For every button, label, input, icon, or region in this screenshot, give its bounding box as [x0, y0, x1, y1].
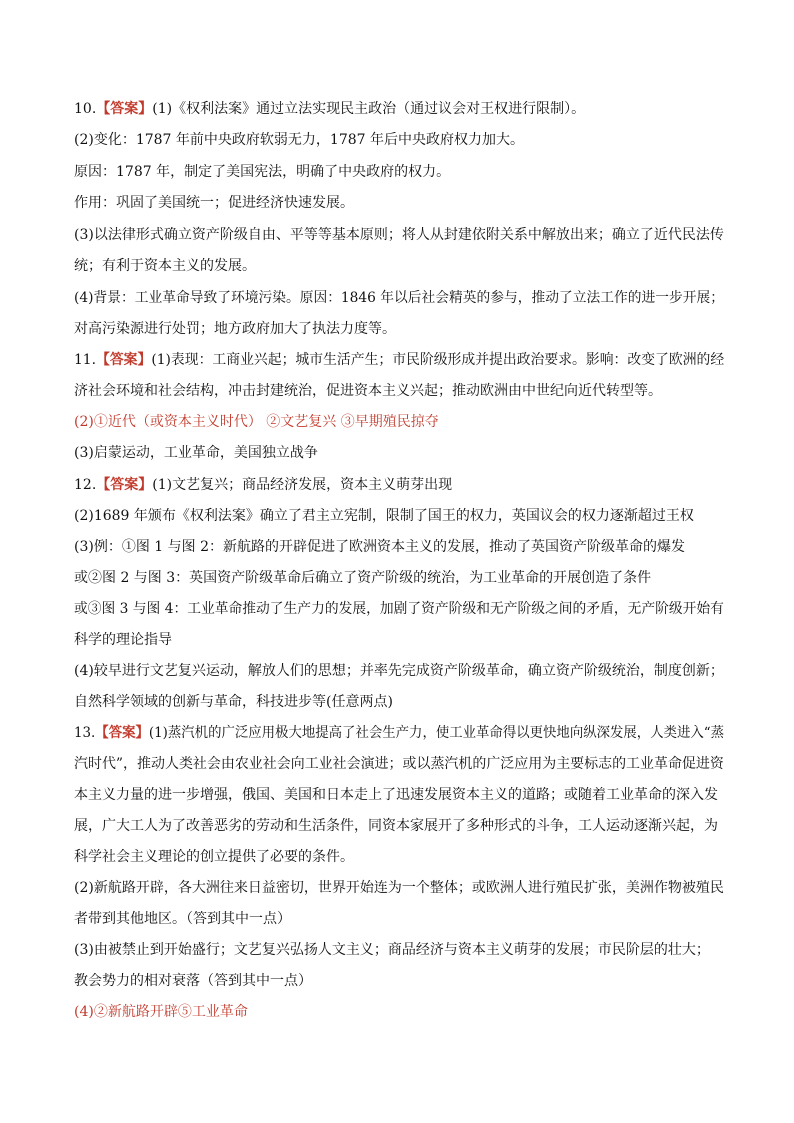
q11-number: 11. [74, 352, 96, 368]
q11-text-1: (1)表现：工商业兴起；城市生活产生；市民阶级形成并提出政治要求。影响：改变了欧洲的经 [151, 352, 725, 368]
q13-text-1: (1)蒸汽机的广泛应用极大地提高了社会生产力，使工业革命得以更快地向纵深发展，人类进入“蒸 [148, 725, 724, 741]
q13-line-9: 教会势力的相对衰落（答到其中一点） [74, 973, 312, 989]
q12-answer-tag: 【答案】 [96, 477, 153, 493]
q10-line-4: 作用：巩固了美国统一；促进经济快速发展。 [74, 195, 354, 211]
q10-line-6: 统；有利于资本主义的发展。 [74, 258, 256, 274]
q13-line-4: 展，广大工人为了改善恶劣的劳动和生活条件，同资本家展开了多种形式的斗争，工人运动逐渐兴起，为 [74, 818, 718, 834]
q13-line-5: 科学社会主义理论的创立提供了必要的条件。 [74, 849, 354, 865]
q10-line-1 [74, 99, 724, 119]
q13-line-2: 汽时代”，推动人类社会由农业社会向工业社会演进；或以蒸汽机的广泛应用为主要标志的工业革命促进资 [74, 756, 724, 772]
q10-answer-tag: 【答案】 [96, 101, 153, 117]
q13-answer-tag: 【答案】 [95, 725, 149, 741]
q10-line-7: (4)背景：工业革命导致了环境污染。原因：1846 年以后社会精英的参与，推动了立法工作的进一步开展； [74, 290, 725, 306]
q12-line-8: 自然科学领域的创新与革命，科技进步等(任意两点) [74, 694, 393, 710]
q12-line-3: (3)例：①图 1 与图 2：新航路的开辟促进了欧洲资本主义的发展，推动了英国资产阶级革命的爆发 [74, 539, 685, 555]
q13-line-1 [74, 723, 724, 743]
q13-line-6: (2)新航路开辟，各大洲往来日益密切，世界开始连为一个整体；或欧洲人进行殖民扩张，美洲作物被殖民 [74, 880, 724, 896]
q12-line-1 [74, 475, 724, 495]
q10-line-3: 原因：1787 年，制定了美国宪法，明确了中央政府的权力。 [74, 164, 451, 180]
q12-line-7: (4)较早进行文艺复兴运动，解放人们的思想；并率先完成资产阶级革命，确立资产阶级统治，制度创新； [74, 663, 724, 679]
q10-number: 10. [74, 101, 97, 117]
q12-number: 12. [74, 477, 97, 493]
q11-answer-tag: 【答案】 [95, 352, 152, 368]
q11-line-4: (3)启蒙运动，工业革命，美国独立战争 [74, 445, 318, 461]
q10-line-5: (3)以法律形式确立资产阶级自由、平等等基本原则；将人从封建依附关系中解放出来；确立了近代民法传 [74, 227, 724, 243]
q13-line-8: (3)由被禁止到开始盛行；文艺复兴弘扬人文主义；商品经济与资本主义萌芽的发展；市民阶层的壮大； [74, 942, 710, 958]
q11-line-2: 济社会环境和社会结构，冲击封建统治，促进资本主义兴起；推动欧洲由中世纪向近代转型等。 [74, 383, 662, 399]
q12-line-4: 或②图 2 与图 3：英国资产阶级革命后确立了资产阶级的统治，为工业革命的开展创造了条件 [74, 570, 652, 586]
q12-line-5: 或③图 3 与图 4：工业革命推动了生产力的发展，加剧了资产阶级和无产阶级之间的矛盾，无产阶级开始有 [74, 601, 724, 617]
q10-text-1: (1)《权利法案》通过立法实现民主政治（通过议会对王权进行限制）。 [152, 101, 586, 117]
q13-number: 13. [74, 725, 96, 741]
q10-line-2: (2)变化：1787 年前中央政府软弱无力，1787 年后中央政府权力加大。 [74, 132, 524, 148]
q11-line-1 [74, 350, 724, 370]
q13-line-7: 者带到其他地区。（答到其中一点） [74, 911, 291, 927]
q12-line-6: 科学的理论指导 [74, 632, 172, 648]
q10-line-8: 对高污染源进行处罚；地方政府加大了执法力度等。 [74, 321, 396, 337]
q12-line-2: (2)1689 年颁布《权利法案》确立了君主立宪制，限制了国王的权力，英国议会的权力逐渐超过王权 [74, 508, 694, 524]
q13-line-3: 本主义力量的进一步增强，俄国、美国和日本走上了迅速发展资本主义的道路；或随着工业革命的深入发 [74, 787, 718, 803]
q13-line-10: (4)②新航路开辟⑤工业革命 [74, 1004, 248, 1020]
q11-line-3: (2)①近代（或资本主义时代） ②文艺复兴 ③早期殖民掠夺 [74, 414, 439, 430]
q12-text-1: (1)文艺复兴；商品经济发展，资本主义萌芽出现 [152, 477, 453, 493]
